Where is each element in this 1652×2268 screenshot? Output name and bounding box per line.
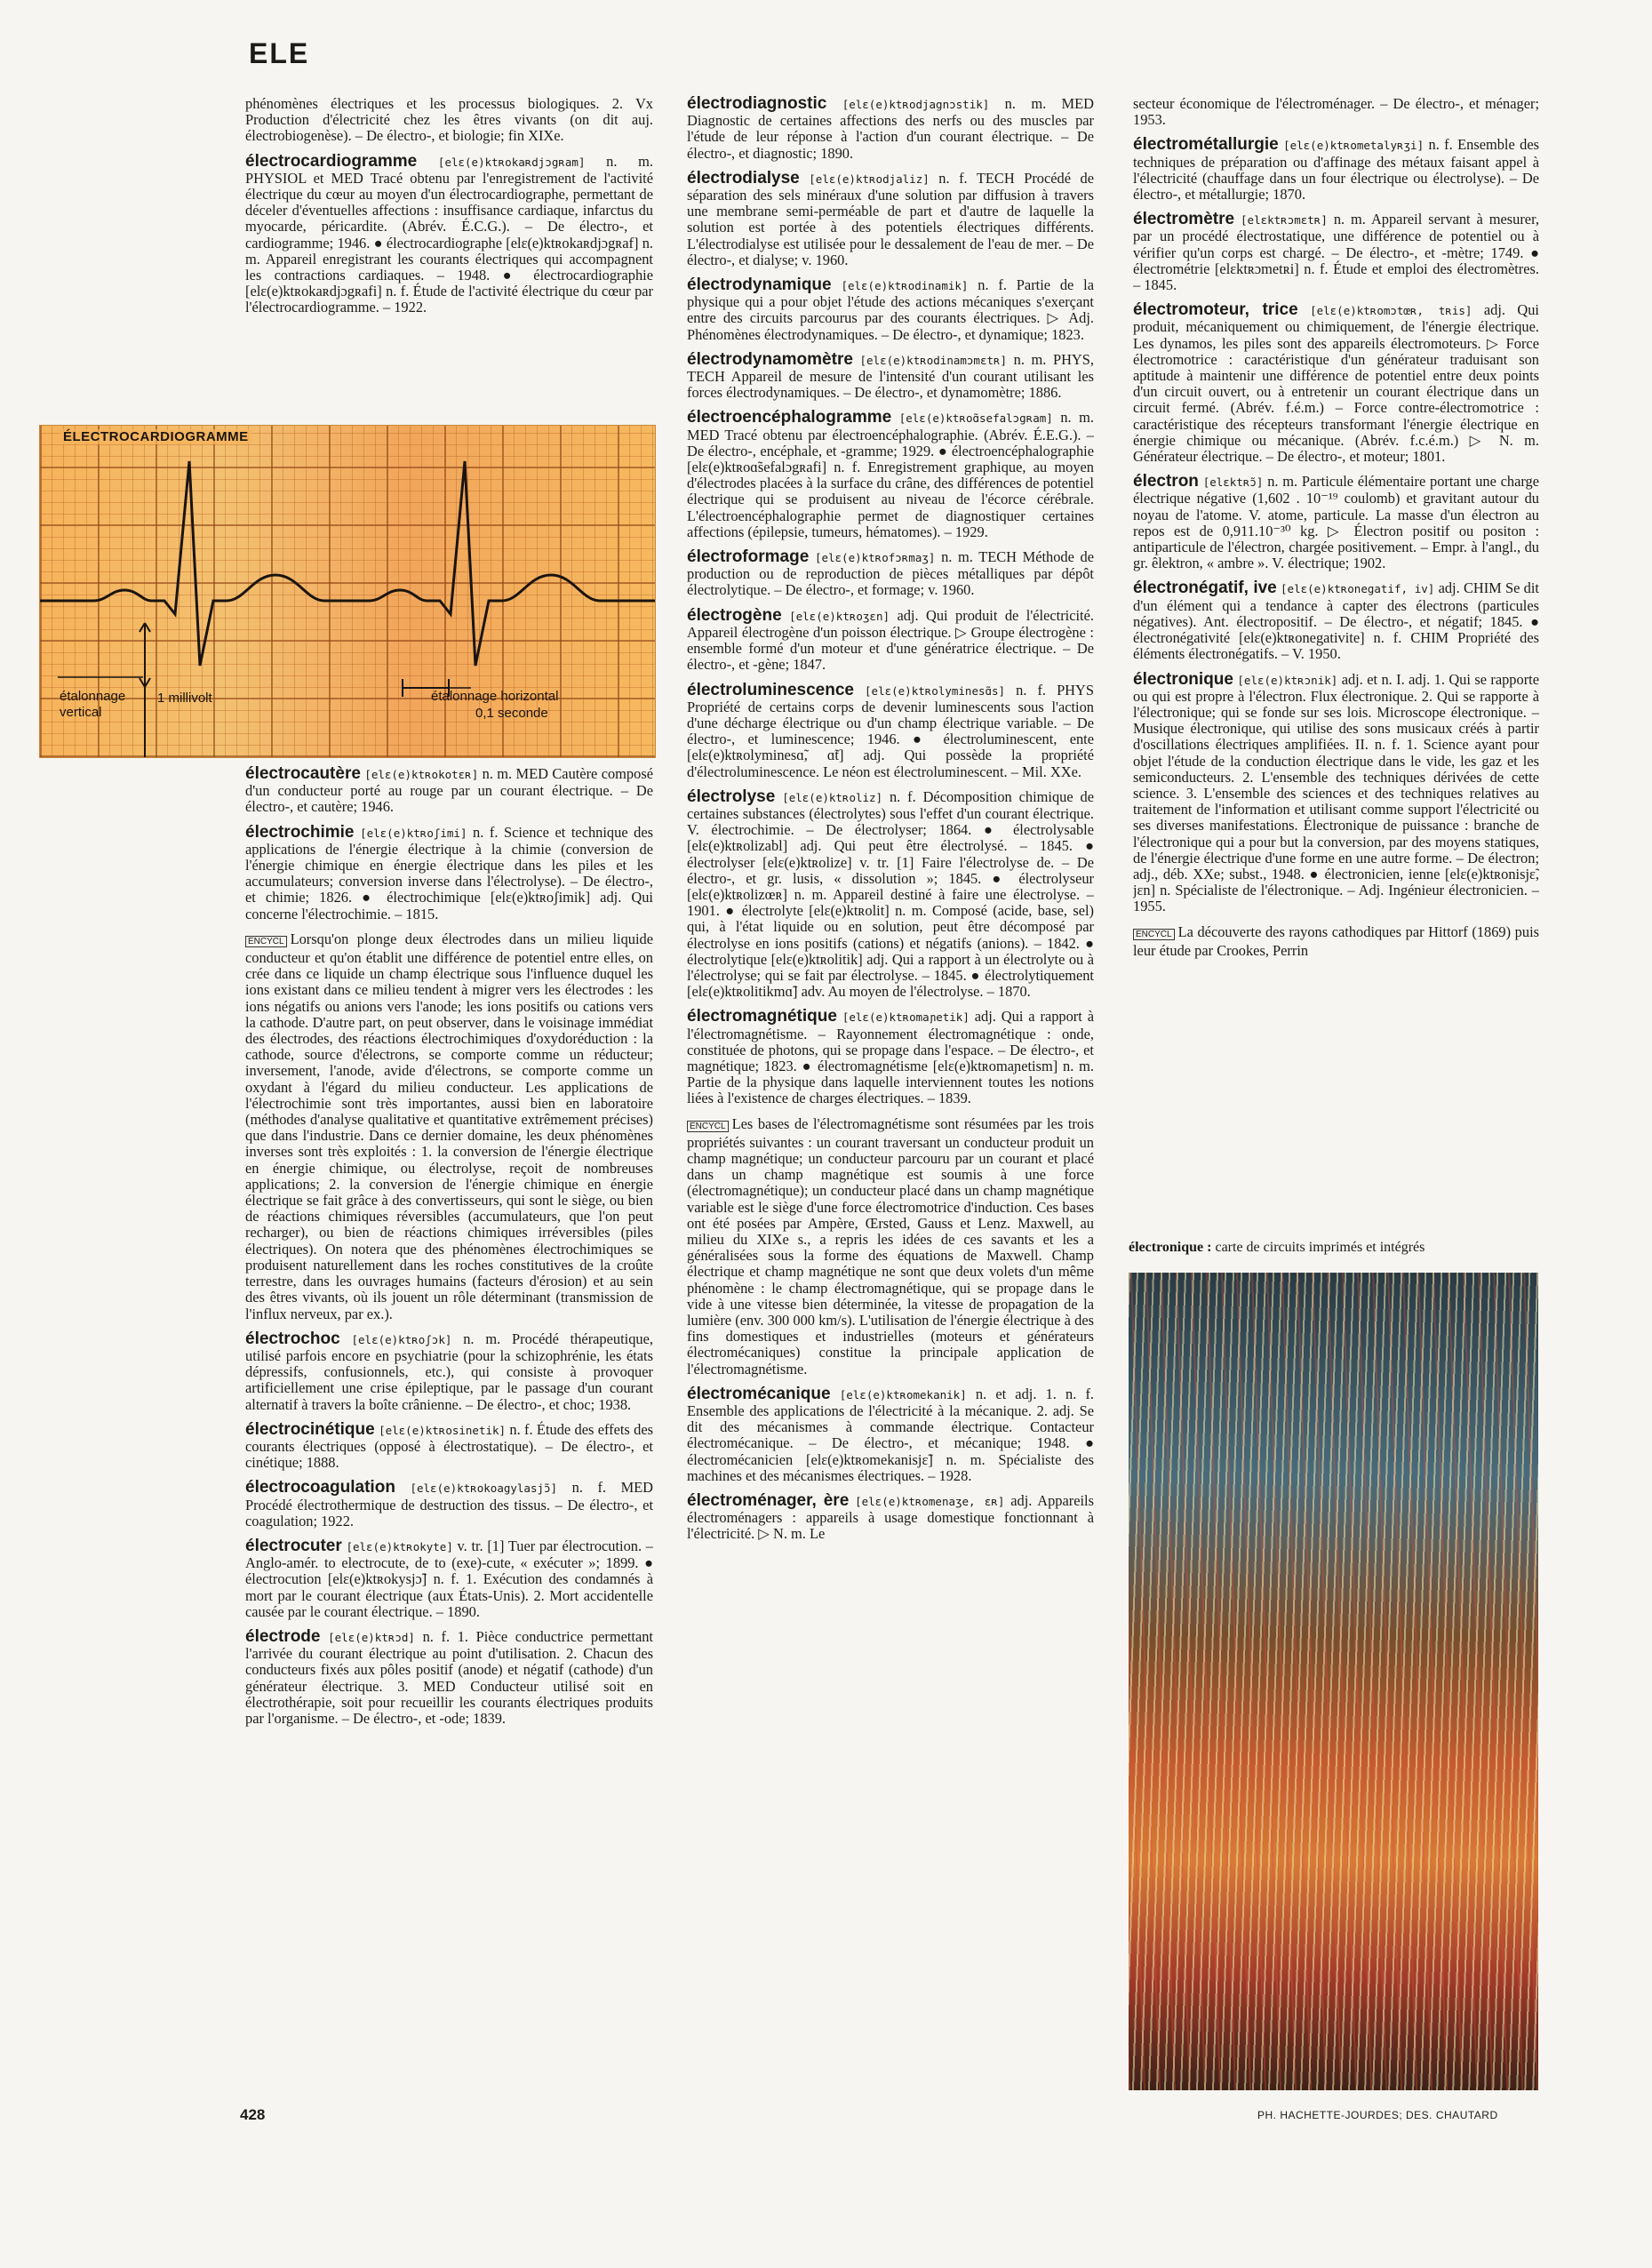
definition-text: n. f. TECH Procédé de séparation des sels minéraux d'une solution par diffusion à travers une membrane semi-perméable de part et d'autre de laquelle la solution est portée à des potentiels électriques différents. L'électrodialyse est utilisée pour le dessalement de l'eau de mer. – De électro-, et dialyse; v. 1960. [687, 169, 1094, 268]
pronunciation: [elɛ(e)ktʀodjaliz] [809, 172, 930, 186]
ecg-label-horizontal: étalonnage horizontal [431, 689, 559, 704]
definition-text: n. m. TECH Méthode de production ou de reproduction de pièces métalliques par dépôt électrolytique. – De électro-, et formage; v. 1960. [687, 548, 1094, 599]
headword: électrodynamomètre [687, 349, 853, 369]
definition-text: n. f. Ensemble des techniques de préparation ou d'affinage des métaux faisant appel à l'électricité (chauffage dans un four électrique ou électrolyse). – De électro-, et métallurgie; 1870. [1133, 136, 1539, 204]
pronunciation: [elɛ(e)ktʀomenaʒe, ɛʀ] [855, 1495, 1005, 1509]
headword: électronique [1133, 669, 1233, 689]
pronunciation: [elɛ(e)ktʀodinamɔmɛtʀ] [859, 353, 1008, 367]
definition-text: n. m. PHYSIOL et MED Tracé obtenu par l'enregistrement de l'activité électrique du cœur au moyen d'un électrocardiographe, permettant de déceler d'éventuelles affections : insuffisance cardiaque, infarctus du myocarde, péricardite. (Abrév. É.C.G.). – De électro-, et cardiogramme; 1946. ● électrocardiographe [elɛ(e)ktʀokaʀdjɔgʀaf] n. m. Appareil enregistrant les courants électriques qui accompagnent les contractions cardiaques. – 1948. ● électrocardiographie [elɛ(e)ktʀokaʀdjɔgʀafi] n. f. Étude de l'activité électrique du cœur par l'électrocardiogramme. – 1922. [245, 152, 653, 316]
headword: électrochoc [245, 1329, 340, 1348]
headword: électrochimie [245, 822, 355, 842]
pronunciation: [elɛ(e)ktʀolyminesɑ̃s] [865, 683, 1006, 698]
pronunciation: [elɛ(e)ktʀokyte] [346, 1539, 453, 1553]
column-1-bottom [245, 766, 653, 2090]
ecg-label-vertical: étalonnage vertical [60, 689, 126, 720]
definition-text: n. m. Particule élémentaire portant une charge électrique négative (1,602 . 10⁻¹⁹ coulomb) et gravitant autour du noyau de l'atome. V. atome, particule. La masse d'un électron au repos est de 0,911.10⁻³⁰ kg. ▷ Électron positif ou positon : antiparticule de l'électron, chargée positivement. – Empr. à l'angl., du gr. êlektron, « ambre ». V. électrique; 1902. [1133, 473, 1539, 572]
dictionary-entry [245, 822, 653, 922]
dictionary-entry [687, 277, 1094, 343]
dictionary-entry [1133, 474, 1539, 571]
pronunciation: [elɛktʀɔmɛtʀ] [1241, 213, 1328, 228]
dictionary-entry [687, 96, 1094, 162]
dictionary-entry [1133, 302, 1539, 465]
dictionary-entry [687, 168, 1094, 268]
dictionary-entry [245, 1419, 653, 1472]
definition-text: n. f. 1. Pièce conductrice permettant l'arrivée du courant électrique au point d'utilisation. 2. Chacun des conducteurs fixés aux pôles positif (anode) et négatif (cathode) d'un générateur électrique. 3. MED Conducteur utilisé soit en électrothérapie, soit pour recueillir les courants électriques produits par l'organisme. – De électro-, et -ode; 1839. [245, 1627, 653, 1727]
dictionary-entry [687, 1493, 1094, 1543]
headword: électroménager, ère [687, 1491, 850, 1511]
photo-caption: électronique : carte de circuits imprimés et intégrés [1129, 1240, 1425, 1255]
definition-text: n. m. PHYS, TECH Appareil de mesure de l'intensité d'un courant utilisant les forces électrodynamiques. – De électro-, et dynamomètre; 1886. [687, 350, 1094, 402]
pronunciation: [elɛ(e)ktʀomaɲetik] [842, 1010, 970, 1025]
dictionary-entry [245, 1538, 653, 1620]
definition-text: Les bases de l'électromagnétisme sont résumées par les trois propriétés suivantes : un courant traversant un conducteur produit un champ magnétique; un conducteur parcouru par un courant et placé dans un champ magnétique est soumis à une force (électromagnétique); un conducteur placé dans un champ magnétique variable est le siège d'une force électromotrice d'induction. Ces bases ont été posées par Ampère, Œrsted, Gauss et Lenz. Maxwell, au milieu du XIXe s., a repris les idées de ces savants et les a généralisées sous la forme des équations de Maxwell. Champ électrique et champ magnétique ne sont que deux volets d'un même phénomène : le champ électromagnétique, qui se propage dans le vide à une vitesse bien déterminée, la vitesse de propagation de la lumière (env. 300 000 km/s). L'utilisation de l'énergie électrique à des fins domestiques et industrielles (moteurs et générateurs électromécaniques) constitue la principale application de l'électromagnétisme. [687, 1114, 1094, 1378]
definition-text: n. f. MED Procédé électrothermique de destruction des tissus. – De électro-, et coagulation; 1922. [245, 1479, 653, 1529]
encyclopedia-tag: ENCYCL [687, 1121, 729, 1132]
page-number: 428 [240, 2106, 266, 2123]
ecg-label-millivolt: 1 millivolt [157, 691, 212, 706]
headword: électrocuter [245, 1536, 342, 1555]
definition-text: adj. et n. I. adj. 1. Qui se rapporte ou qui est propre à l'électron. Flux électronique. 2. Qui se rapporte à l'électronique; qui se fonde sur ses lois. Microscope électronique. – Musique électronique, qui utilise des sons musicaux créés à partir d'oscillations électriques amplifiées. II. n. f. 1. Science ayant pour objet l'étude de la conduction électrique dans le vide, les gaz et les semiconducteurs. 2. L'ensemble des techniques dérivées de cette science. 3. L'ensemble des sciences et des techniques relatives au traitement de l'information et utilisant comme support l'électricité ou ses diverses manifestations. Électronique de puissance : branche de l'électronique qui a pour but la conversion, par des moyens statiques, de l'énergie électrique d'une forme en une autre forme. – De électron; adj., déb. XXe; subst., 1948. ● électronicien, ienne [elɛ(e)ktʀonisjɛ̃, jɛn] n. Spécialiste de l'électronique. – Adj. Ingénieur électronicien. – 1955. [1133, 670, 1539, 915]
headword: électrogène [687, 605, 782, 625]
entry-continuation [1133, 96, 1539, 128]
definition-text: n. f. Science et technique des applications de l'énergie électrique à la chimie (conversion de l'énergie chimique en énergie électrique dans les piles et les accumulateurs; conversion inverse dans l'électrolyse). – De électro-, et chimie; 1826. ● électrochimique [elɛ(e)ktʀoʃimik] adj. Qui concerne l'électrochimie. – 1815. [245, 823, 653, 922]
pronunciation: [elɛ(e)ktʀokotɛʀ] [364, 768, 479, 781]
definition-text: adj. Qui produit, mécaniquement ou chimiquement, de l'énergie électrique. Les dynamos, les piles sont des appareils électromoteurs. ▷ Force électromotrice : caractéristique d'un générateur traduisant son aptitude à maintenir une différence de potentiel entre deux points d'un circuit ouvert, ou à entretenir un courant électrique dans un circuit fermé. (Abrév. f.é.m.) – Force contre-électromotrice : caractéristique des récepteurs transformant l'énergie électrique en énergie chimique ou mécanique. (Abrév. f.c.é.m.) ▷ N. m. Générateur électrique. – De électro-, et moteur; 1801. [1133, 301, 1539, 466]
definition-text: n. et adj. 1. n. f. Ensemble des applications de l'électricité à la mécanique. 2. adj. Se dit des mécanismes à commande électrique. Contacteur électromécanique. – De électro-, et mécanique; 1948. ● électromécanicien [elɛ(e)ktʀomekanisjɛ̃] n. m. Spécialiste des machines et des mécanismes électriques. – 1928. [687, 1385, 1094, 1484]
dictionary-entry [687, 349, 1094, 402]
headword: électrodynamique [687, 276, 832, 295]
headword: électroformage [687, 547, 810, 567]
section-header: ELE [249, 37, 310, 69]
headword: électrode [245, 1626, 321, 1646]
pronunciation: [elɛ(e)ktʀoliz] [782, 790, 883, 804]
definition-text: adj. CHIM Se dit d'un élément qui a tendance à capter des électrons (particules négatives). Ant. électropositif. – De électro-, et négatif; 1845. ● électronégativité [elɛ(e)ktʀonegativite] n. f. CHIM Propriété des éléments électronégatifs. – V. 1950. [1133, 579, 1539, 663]
dictionary-entry [687, 680, 1094, 780]
pronunciation: [elɛ(e)ktʀomekanik] [839, 1387, 967, 1402]
definition-text: n. f. PHYS Propriété de certains corps de devenir luminescents sous l'action d'une décharge électrique ou d'un champ électrique variable. – De électro-, et luminescence; 1946. ● électroluminescent, ente [elɛ(e)ktʀolyminesɑ̃, ɑ̃t] adj. Qui possède la propriété d'électroluminescence. Le néon est électroluminescent. – Mil. XXe. [687, 681, 1094, 780]
definition-text: adj. Appareils électroménagers : appareils à usage domestique fonctionnant à l'électricité. ▷ N. m. Le [687, 1492, 1094, 1543]
pronunciation: [elɛ(e)ktʀodjagnɔstik] [842, 98, 990, 111]
headword: électrocautère [245, 766, 361, 783]
headword: électromécanique [687, 1384, 831, 1403]
definition-text: n. m. MED Cautère composé d'un conducteur porté au rouge par un courant électrique. – De électro-, et cautère; 1946. [245, 766, 653, 816]
headword: électrodiagnostic [687, 96, 827, 113]
definition-text: n. m. Procédé thérapeutique, utilisé parfois encore en psychiatrie (pour la schizophrénie, les états dépressifs, confusionnels, etc.), qui consiste à provoquer artificiellement une crise épileptique, par le passage d'un courant alternatif à travers la boîte crânienne. – De électro-, et choc; 1938. [245, 1330, 653, 1413]
ecg-trace [40, 426, 655, 757]
encyclopedia-note [245, 931, 653, 1322]
ecg-figure [39, 425, 656, 758]
pronunciation: [elɛ(e)ktʀoʃimi] [360, 826, 467, 840]
dictionary-entry [245, 151, 653, 316]
definition-text: La découverte des rayons cathodiques par Hittorf (1869) puis leur étude par Crookes, Perrin [1133, 922, 1539, 959]
column-1-top [245, 96, 653, 420]
pronunciation: [elɛ(e)ktʀometalyʀʒi] [1283, 139, 1425, 153]
circuit-board-photo [1129, 1273, 1538, 2090]
encyclopedia-note [687, 1116, 1094, 1378]
ecg-label-seconde: 0,1 seconde [475, 706, 548, 721]
photo-credit: PH. HACHETTE-JOURDES; DES. CHAUTARD [1257, 2109, 1498, 2121]
dictionary-entry [687, 605, 1094, 674]
entry-continuation [245, 96, 653, 145]
dictionary-entry [1133, 137, 1539, 203]
headword: électromètre [1133, 210, 1235, 229]
definition-text: n. f. Étude des effets des courants électriques (opposé à électrostatique). – De électro-, et cinétique; 1888. [245, 1420, 653, 1472]
headword: électrocinétique [245, 1419, 375, 1439]
definition-text: v. tr. [1] Tuer par électrocution. – Anglo-amér. to electrocute, de to (exe)-cute, « exécuter »; 1899. ● électrocution [elɛ(e)ktʀokysjɔ̃] n. f. 1. Exécution des condamnés à mort par le courant électrique (aux États-Unis). 2. Mort accidentelle causée par le courant électrique. – 1890. [245, 1537, 653, 1620]
column-3 [1133, 96, 1539, 1253]
definition-text: Lorsqu'on plonge deux électrodes dans un milieu liquide conducteur et qu'on établit une différence de potentiel entre elles, on crée dans ce liquide un champ électrique sous l'influence duquel les ions existant dans ce milieu tendent à migrer vers les électrodes : les ions négatifs ou anions vers l'anode; les ions positifs ou cations vers la cathode. D'autre part, on peut observer, dans le voisinage immédiat des électrodes, des réactions électrochimiques d'oxydoréduction : la cathode, source d'électrons, se comporte comme un réducteur; inversement, l'anode, avide d'électrons, se comporte comme un oxydant à l'égard du milieu conducteur. Les applications de l'électrochimie sont très importantes, aussi bien en laboratoire (méthodes d'analyse qualitative et quantitative extrêmement précises) que dans l'industrie. Dans ce dernier domaine, les deux phénomènes inverses sont très exploités : 1. la conversion de l'énergie électrique en énergie chimique, ou électrolyse, reçoit de nombreuses applications; 2. la conversion de l'énergie chimique en énergie électrique se fait grâce à des convertisseurs, qui sont le siège, ou bien de réactions chimiques réversibles (accumulateurs, que l'on peut recharger), ou bien de réactions chimiques irréversibles (piles électriques). On notera que des phénomènes électrochimiques se produisent naturellement dans les roches constitutives de la croûte terrestre, dans les ouvrages humains (facteurs d'érosion) et au sein des êtres vivants, où ils jouent un rôle déterminant (transmission de l'influx nerveux, par ex.). [245, 930, 653, 1322]
column-2 [687, 96, 1094, 2087]
encyclopedia-tag: ENCYCL [245, 936, 287, 947]
definition-text: adj. Qui produit de l'électricité. Appareil électrogène d'un poisson électrique. ▷ Groupe électrogène : ensemble formé d'un moteur et d'une génératrice électrique. – De électro-, et -gène; 1847. [687, 606, 1094, 674]
pronunciation: [elɛ(e)ktʀofɔʀmaʒ] [814, 551, 936, 565]
pronunciation: [elɛ(e)ktʀokoagylasjɔ̃] [410, 1481, 558, 1496]
definition-text: n. f. Partie de la physique qui a pour objet l'étude des actions mécaniques s'exerçant entre des circuits parcourus par des courants électriques. ▷ Adj. Phénomènes électrodynamiques. – De électro-, et dynamique; 1823. [687, 276, 1094, 343]
headword: électrodialyse [687, 168, 800, 188]
dictionary-entry [245, 1480, 653, 1529]
headword: électrométallurgie [1133, 135, 1279, 155]
pronunciation: [elɛktʀɔ̃] [1202, 475, 1264, 490]
encyclopedia-tag: ENCYCL [1133, 929, 1175, 940]
definition-text: phénomènes électriques et les processus biologiques. 2. Vx Production d'électricité chez les êtres vivants (on dit auj. électrobiogenèse). – De électro-, et biologie; fin XIXe. [245, 96, 653, 145]
encyclopedia-note [1133, 924, 1539, 959]
definition-text: n. m. MED Diagnostic de certaines affections des nerfs ou des muscles par l'étude de leur réponse à l'action d'un courant électrique. – De électro-, et diagnostic; 1890. [687, 96, 1094, 162]
dictionary-entry [245, 1626, 653, 1727]
dictionary-entry [1133, 580, 1539, 662]
dictionary-entry [1133, 669, 1539, 915]
headword: électrocardiogramme [245, 151, 418, 171]
headword: électronégatif, ive [1133, 579, 1277, 598]
dictionary-entry [687, 1386, 1094, 1484]
pronunciation: [elɛ(e)ktʀɔd] [328, 1630, 415, 1644]
pronunciation: [elɛ(e)ktʀonegatif, iv] [1281, 582, 1435, 596]
dictionary-entry [1133, 212, 1539, 293]
dictionary-entry [245, 1331, 653, 1413]
definition-text: secteur économique de l'électroménager. – De électro-, et ménager; 1953. [1133, 96, 1539, 129]
headword: électron [1133, 472, 1199, 491]
ecg-title: ÉLECTROCARDIOGRAMME [60, 429, 252, 444]
pronunciation: [elɛ(e)ktʀodinamik] [841, 279, 969, 293]
dictionary-entry [687, 789, 1094, 1001]
pronunciation: [elɛ(e)ktʀomɔtœʀ, tʀis] [1310, 304, 1472, 318]
headword: électroencéphalogramme [687, 408, 892, 427]
pronunciation: [elɛ(e)ktʀɔnik] [1237, 673, 1338, 687]
headword: électromoteur, trice [1133, 300, 1298, 320]
pronunciation: [elɛ(e)ktʀokaʀdjɔgʀam] [437, 155, 586, 169]
headword: électromagnétique [687, 1007, 837, 1026]
headword: électrocoagulation [245, 1478, 395, 1497]
definition-text: n. m. MED Tracé obtenu par électroencéphalographie. (Abrév. É.E.G.). – De électro-, encéphale, et -gramme; 1929. ● électroencéphalographie [elɛ(e)ktʀoɑ̃sefalɔgʀafi] n. f. Enregistrement graphique, au moyen d'électrodes placées à la surface du crâne, des différences de potentiel électrique qui se produisent au niveau de l'écorce cérébrale. L'électroencéphalographie permet de diagnostiquer certaines affections (épilepsie, tumeurs, hématomes). – 1929. [687, 409, 1094, 540]
dictionary-entry [687, 549, 1094, 599]
pronunciation: [elɛ(e)ktʀoʃɔk] [351, 1332, 452, 1346]
definition-text: adj. Qui a rapport à l'électromagnétisme. – Rayonnement électromagnétique : onde, constituée de photons, qui se propage dans l'espace. – De électro-, et magnétique; 1823. ● électromagnétisme [elɛ(e)ktʀomaɲetism] n. m. Partie de la physique dans laquelle interviennent toutes les notions liées à l'existence de charges électriques. – 1839. [687, 1008, 1094, 1107]
pronunciation: [elɛ(e)ktʀoɑ̃sefalɔgʀam] [898, 411, 1053, 426]
definition-text: n. m. Appareil servant à mesurer, par un procédé électrostatique, une différence de potentiel ou à vérifier qu'un corps est chargé. – De électro-, et -mètre; 1749. ● électrométrie [elɛktʀɔmetʀi] n. f. Étude et emploi des électromètres. – 1845. [1133, 211, 1539, 294]
pronunciation: [elɛ(e)ktʀoʒɛn] [789, 609, 890, 623]
pronunciation: [elɛ(e)ktʀosinetik] [379, 1423, 507, 1437]
dictionary-entry [245, 766, 653, 816]
headword: électrolyse [687, 787, 776, 806]
definition-text: n. f. Décomposition chimique de certaines substances (électrolytes) sous l'effet d'un courant électrique. V. électrochimie. – De électrolyser; 1864. ● électrolysable [elɛ(e)ktʀolizabl] adj. Qui peut être électrolysé. – 1845. ● électrolyser [elɛ(e)ktʀolize] v. tr. [1] Faire l'électrolyse de. – De électro-, et gr. lusis, « dissolution »; 1845. ● électrolyseur [elɛ(e)ktʀolizœʀ] n. m. Appareil destiné à faire une électrolyse. – 1901. ● électrolyte [elɛ(e)ktʀolit] n. m. Composé (acide, base, sel) qui, à l'état liquide ou en solution, peut être décomposé par électrolyse en ions positifs (cations) et négatifs (anions). – 1842. ● électrolytique [elɛ(e)ktʀolitik] adj. Qui a rapport à un électrolyte ou à l'électrolyse; qui se fait par électrolyse. – 1845. ● électrolytiquement [elɛ(e)ktʀolitikmɑ̃] adv. Au moyen de l'électrolyse. – 1870. [687, 787, 1094, 1001]
dictionary-entry [687, 410, 1094, 540]
headword: électroluminescence [687, 680, 854, 699]
dictionary-entry [687, 1009, 1094, 1106]
